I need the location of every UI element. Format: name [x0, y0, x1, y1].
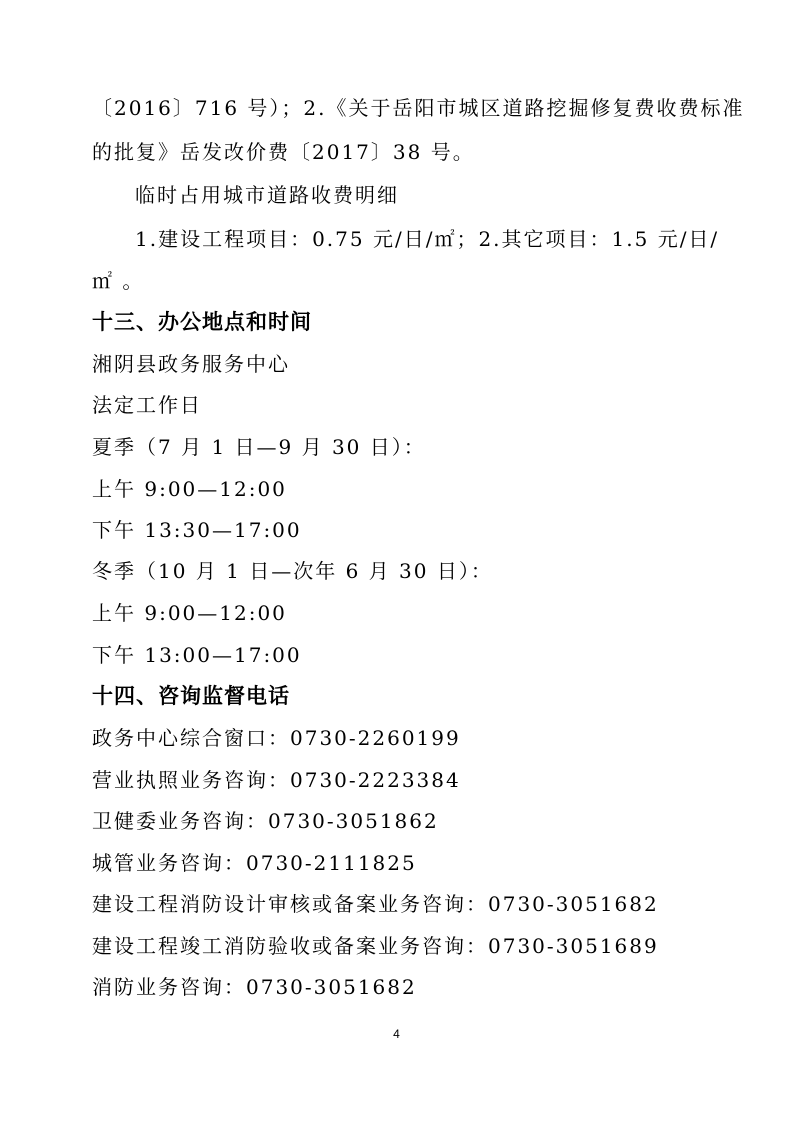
phone-list-item: 建设工程消防设计审核或备案业务咨询：0730-3051682: [92, 892, 659, 916]
summer-schedule-label: 夏季（7 月 1 日—9 月 30 日）：: [92, 435, 426, 459]
phone-list-item: 建设工程竣工消防验收或备案业务咨询：0730-3051689: [92, 934, 659, 958]
winter-schedule-label: 冬季（10 月 1 日—次年 6 月 30 日）：: [92, 559, 493, 583]
phone-list-item: 卫健委业务咨询：0730-3051862: [92, 809, 439, 833]
phone-list-item: 营业执照业务咨询：0730-2223384: [92, 768, 461, 792]
phone-list-item: 政务中心综合窗口：0730-2260199: [92, 726, 461, 750]
fee-basis-line-2: 的批复》岳发改价费〔2017〕38 号。: [92, 140, 475, 164]
section-14-heading: 十四、咨询监督电话: [92, 684, 290, 708]
road-fee-title: 临时占用城市道路收费明细: [135, 183, 399, 207]
winter-afternoon-hours: 下午 13:00—17:00: [92, 643, 302, 667]
winter-morning-hours: 上午 9:00—12:00: [92, 601, 287, 625]
office-workdays: 法定工作日: [92, 393, 202, 417]
road-fee-line-2: ㎡ 。: [92, 269, 145, 293]
phone-list-item: 城管业务咨询：0730-2111825: [92, 851, 417, 875]
section-13-heading: 十三、办公地点和时间: [92, 310, 312, 334]
fee-basis-line-1: 〔2016〕716 号）；2.《关于岳阳市城区道路挖掘修复费收费标准: [92, 96, 745, 120]
road-fee-line-1: 1.建设工程项目：0.75 元/日/㎡；2.其它项目：1.5 元/日/: [135, 227, 720, 251]
office-location: 湘阴县政务服务中心: [92, 352, 290, 376]
phone-list-item: 消防业务咨询：0730-3051682: [92, 975, 417, 999]
summer-morning-hours: 上午 9:00—12:00: [92, 477, 287, 501]
page-number: 4: [393, 1027, 400, 1041]
summer-afternoon-hours: 下午 13:30—17:00: [92, 518, 302, 542]
